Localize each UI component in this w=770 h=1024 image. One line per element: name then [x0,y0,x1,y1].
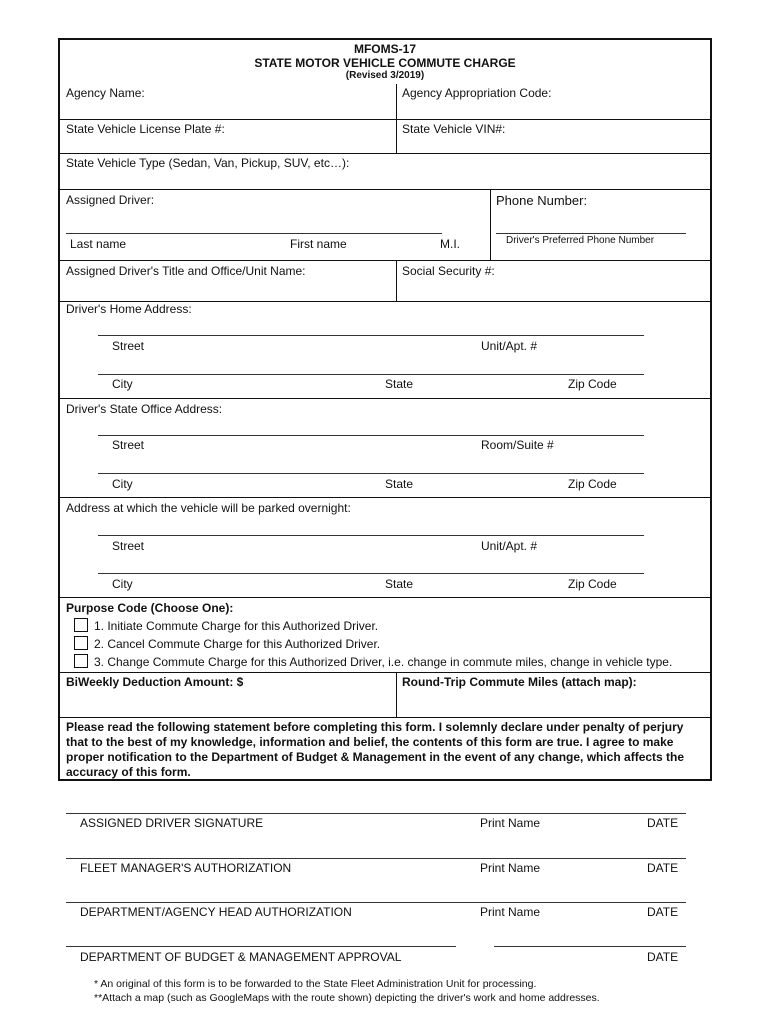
overnight-street-label: Street [112,539,145,553]
home-state-label: State [385,377,414,391]
purpose-code-heading: Purpose Code (Choose One): [66,601,234,615]
revised-date: (Revised 3/2019) [345,70,425,81]
print-name-label-1: Print Name [480,816,541,830]
home-street-label: Street [112,339,145,353]
form-title: STATE MOTOR VEHICLE COMMUTE CHARGE [254,56,516,70]
footnote-map: **Attach a map (such as GoogleMaps with the route shown) depicting the driver's work and home addresses. [94,992,600,1004]
office-street-label: Street [112,438,145,452]
phone-number-label: Phone Number: [496,193,588,208]
date-label-2: DATE [647,861,679,875]
assigned-driver-signature-label: ASSIGNED DRIVER SIGNATURE [80,816,264,830]
overnight-state-label: State [385,577,414,591]
form-id: MFOMS-17 [353,42,416,56]
ssn-label: Social Security #: [402,264,495,278]
declaration-statement: Please read the following statement before completing this form. I solemnly declare under penalty of perjury that to the best of my knowledge, information and belief, the contents of this form are true. I agree to make proper notification to the Department of Budget & Management in the event of any change, which affects the accuracy of this form. [66,720,685,779]
assigned-driver-label: Assigned Driver: [66,193,155,207]
office-state-label: State [385,477,414,491]
fleet-manager-authorization-label: FLEET MANAGER'S AUTHORIZATION [80,861,292,875]
date-label-1: DATE [647,816,679,830]
driver-title-label: Assigned Driver's Title and Office/Unit Name: [66,264,306,278]
purpose-option-1-checkbox[interactable] [74,618,88,632]
home-zip-label: Zip Code [568,377,617,391]
print-name-label-2: Print Name [480,861,541,875]
agency-head-authorization-label: DEPARTMENT/AGENCY HEAD AUTHORIZATION [80,905,352,919]
purpose-option-1-label: 1. Initiate Commute Charge for this Authorized Driver. [94,619,379,633]
overnight-city-label: City [112,577,133,591]
last-name-label: Last name [70,237,127,251]
dbm-approval-label: DEPARTMENT OF BUDGET & MANAGEMENT APPROVAL [80,950,402,964]
overnight-address-label: Address at which the vehicle will be parked overnight: [66,501,351,515]
mi-label: M.I. [440,237,460,251]
print-name-label-3: Print Name [480,905,541,919]
footnote-original: * An original of this form is to be forwarded to the State Fleet Administration Unit for processing. [94,978,537,990]
agency-appropriation-code-label: Agency Appropriation Code: [402,86,552,100]
purpose-option-3-checkbox[interactable] [74,654,88,668]
agency-name-label: Agency Name: [66,86,145,100]
home-unit-label: Unit/Apt. # [481,339,538,353]
office-address-label: Driver's State Office Address: [66,402,223,416]
license-plate-label: State Vehicle License Plate #: [66,122,225,136]
commute-charge-form [58,38,712,781]
first-name-label: First name [290,237,347,251]
purpose-option-3-label: 3. Change Commute Charge for this Authorized Driver, i.e. change in commute miles, change in vehicle type. [94,655,673,669]
home-city-label: City [112,377,133,391]
round-trip-miles-label: Round-Trip Commute Miles (attach map): [402,675,637,689]
vehicle-type-label: State Vehicle Type (Sedan, Van, Pickup, SUV, etc…): [66,156,350,170]
date-label-3: DATE [647,905,679,919]
office-city-label: City [112,477,133,491]
overnight-unit-label: Unit/Apt. # [481,539,538,553]
biweekly-deduction-label: BiWeekly Deduction Amount: $ [66,675,244,689]
date-label-4: DATE [647,950,679,964]
overnight-zip-label: Zip Code [568,577,617,591]
vin-label: State Vehicle VIN#: [402,122,506,136]
office-room-label: Room/Suite # [481,438,554,452]
purpose-option-2-checkbox[interactable] [74,636,88,650]
home-address-label: Driver's Home Address: [66,302,192,316]
preferred-phone-label: Driver's Preferred Phone Number [506,235,655,246]
purpose-option-2-label: 2. Cancel Commute Charge for this Authorized Driver. [94,637,381,651]
office-zip-label: Zip Code [568,477,617,491]
